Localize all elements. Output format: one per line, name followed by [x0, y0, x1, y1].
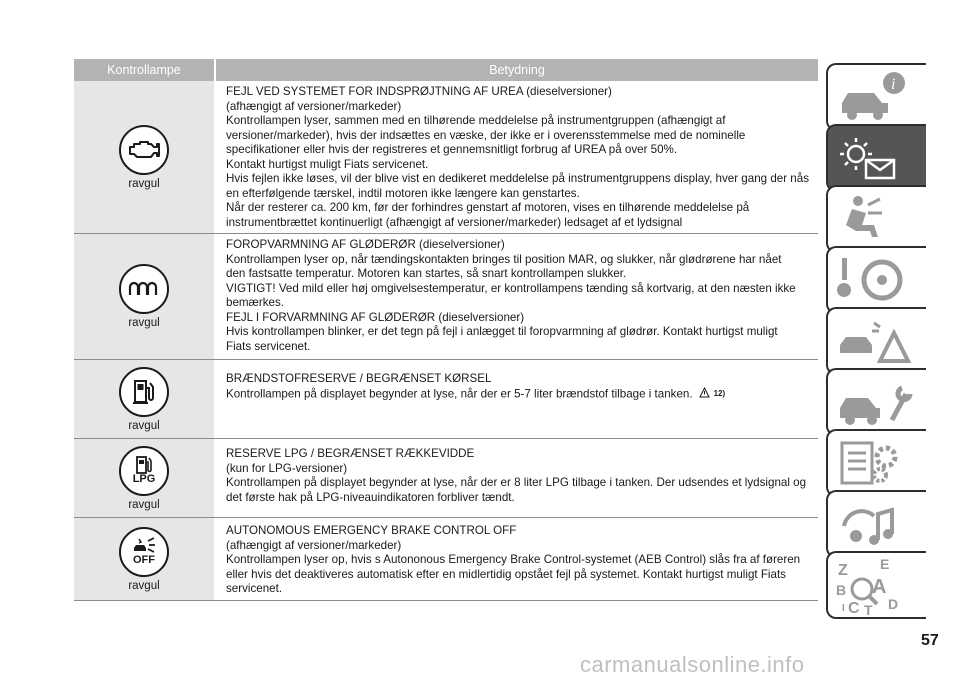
index-letter: B	[836, 582, 847, 598]
description-line: Hvis fejlen ikke løses, vil der blive vist en dedikeret meddelelse på instrumentgruppens display, hver gang der nås	[226, 172, 809, 185]
seat-airbag-icon	[834, 191, 924, 251]
description-line	[226, 387, 818, 403]
data-gears-icon	[834, 435, 924, 495]
multimedia-music-icon	[834, 496, 924, 556]
description	[214, 234, 818, 359]
car-info-icon	[834, 69, 924, 129]
svg-text:i: i	[891, 76, 896, 93]
tab-safety[interactable]	[826, 185, 926, 253]
index-letter: I	[842, 603, 845, 614]
table-header	[74, 59, 818, 81]
car-service-wrench-icon	[834, 374, 924, 434]
engine-icon	[119, 125, 169, 175]
description-line: Hvis kontrollampen blinker, er det tegn på fejl i anlægget til foropvarmning af glødrør. Kontakt hurtigst muligt	[226, 325, 778, 338]
table-row	[74, 439, 818, 518]
description-line: (kun for LPG-versioner)	[226, 461, 348, 475]
description-line: BRÆNDSTOFRESERVE / BEGRÆNSET KØRSEL	[226, 372, 492, 385]
icon-color-label: ravgul	[128, 317, 160, 329]
table-row	[74, 518, 818, 601]
index-letter: Z	[838, 562, 848, 579]
description-text: Kontrollampen på displayet begynder at lyse, når der er 5-7 liter brændstof tilbage i tanken.	[226, 386, 693, 400]
description-line: Kontrollampen lyser op, hvis s Autononous Emergency Brake Control-systemet (AEB Control) slås fra af føreren	[226, 553, 801, 566]
description-line: Kontrollampen på displayet begynder at lyse, når der er 8 liter LPG tilbage i tanken. Der udsendes et lydsignal og	[226, 476, 807, 489]
table-row	[74, 360, 818, 439]
description-line: AUTONOMOUS EMERGENCY BRAKE CONTROL OFF	[226, 524, 517, 537]
description-line: FEJL VED SYSTEMET FOR INDSPRØJTNING AF UREA (dieselversioner)	[226, 85, 612, 98]
description-line: den fastsatte temperatur. Motoren kan startes, så snart kontrollampen slukker.	[226, 267, 627, 280]
table-row	[74, 234, 818, 360]
index-letter: T	[864, 602, 873, 617]
icon-color-label: ravgul	[128, 498, 160, 511]
lpg-icon-text: LPG	[132, 473, 156, 485]
icon-color-label: ravgul	[128, 579, 160, 592]
description-line: (afhængigt af versioner/markeder)	[226, 99, 402, 113]
aeb-off-icon-text: OFF	[133, 554, 155, 566]
aeb-off-icon	[119, 527, 169, 577]
description-line: (afhængigt af versioner/markeder)	[226, 538, 402, 552]
page-number: 57	[921, 632, 939, 649]
description	[214, 518, 818, 600]
steering-key-icon	[834, 252, 924, 312]
icon-color-label: ravgul	[128, 419, 160, 432]
tab-warning-lights[interactable]	[826, 124, 926, 192]
description-line: instrumentbrættet kontinuerligt (afhængigt af versioner/markeder) ledsaget af et lydsignal	[226, 215, 683, 229]
description-line: Når der resterer ca. 200 km, før der forhindres genstart af motoren, vises en tilhørende meddelelse på	[226, 201, 750, 214]
tab-index[interactable]	[826, 551, 926, 619]
lpg-icon	[119, 446, 169, 496]
watermark: carmanualsonline.info	[580, 652, 805, 677]
description-line: det første hak på LPG-niveauindikatoren forbliver tændt.	[226, 490, 515, 504]
tab-multimedia[interactable]	[826, 490, 926, 558]
description-line: eller hvis det deaktiveres automatisk efter en midlertidig opstået fejl på systemet. Kontakt hurtigst muligt Fiats	[226, 567, 786, 581]
description-line: bemærkes.	[226, 296, 284, 309]
tab-maintenance[interactable]	[826, 368, 926, 436]
tab-technical-data[interactable]	[826, 429, 926, 497]
description	[214, 81, 818, 233]
footnote-reference[interactable]: 12)	[713, 388, 726, 398]
description-line: Kontrollampen lyser, sammen med en tilhørende meddelelse på instrumentgruppen (afhængigt af	[226, 114, 726, 127]
description-line: FOROPVARMNING AF GLØDERØR (dieselversioner)	[226, 238, 505, 251]
description	[214, 439, 818, 517]
description-line: VIGTIGT! Ved mild eller høj omgivelsestemperatur, er kontrollampens tænding så kortvarig, at den næsten ikke	[226, 281, 796, 295]
header-betydning: Betydning	[216, 59, 818, 81]
description	[214, 360, 818, 438]
header-kontrollampe: Kontrollampe	[74, 59, 214, 81]
tab-starting-driving[interactable]	[826, 246, 926, 314]
description-line: Kontrollampen lyser op, når tændingskontakten bringes til position MAR, og slukker, når glødrørene har nået	[226, 252, 782, 266]
description-line: Fiats servicenet.	[226, 339, 311, 353]
description-line: RESERVE LPG / BEGRÆNSET RÆKKEVIDDE	[226, 447, 475, 460]
description-line: FEJL I FORVARMNING AF GLØDERØR (dieselversioner)	[226, 310, 525, 324]
description-line: specifikationer eller hvis der registreres et gennemsnitligt forbrug af UREA på over 50%.	[226, 143, 678, 156]
icon-color-label: ravgul	[128, 177, 160, 190]
warning-note-icon	[699, 387, 710, 403]
fuel-pump-icon	[119, 367, 169, 417]
description-line: versioner/markeder), hvis der indsættes en væske, der ikke er i overensstemmelse med de nominelle	[226, 128, 746, 142]
warning-lights-table	[74, 59, 818, 601]
index-letter: D	[888, 596, 899, 612]
index-letter: C	[848, 600, 860, 617]
tab-car-info[interactable]	[826, 63, 926, 131]
description-line: en efterfølgende tærskel, indtil motoren ikke længere kan genstartes.	[226, 186, 580, 200]
breakdown-triangle-icon	[834, 313, 924, 373]
description-line: servicenet.	[226, 582, 283, 595]
alphabetical-index-icon	[834, 557, 924, 617]
index-letter: E	[880, 557, 890, 572]
index-letter: A	[872, 576, 887, 598]
glow-plug-icon	[119, 264, 169, 314]
warning-light-message-icon	[834, 130, 924, 190]
description-line: Kontakt hurtigst muligt Fiats servicenet.	[226, 157, 429, 171]
tab-emergency[interactable]	[826, 307, 926, 375]
table-row	[74, 81, 818, 234]
